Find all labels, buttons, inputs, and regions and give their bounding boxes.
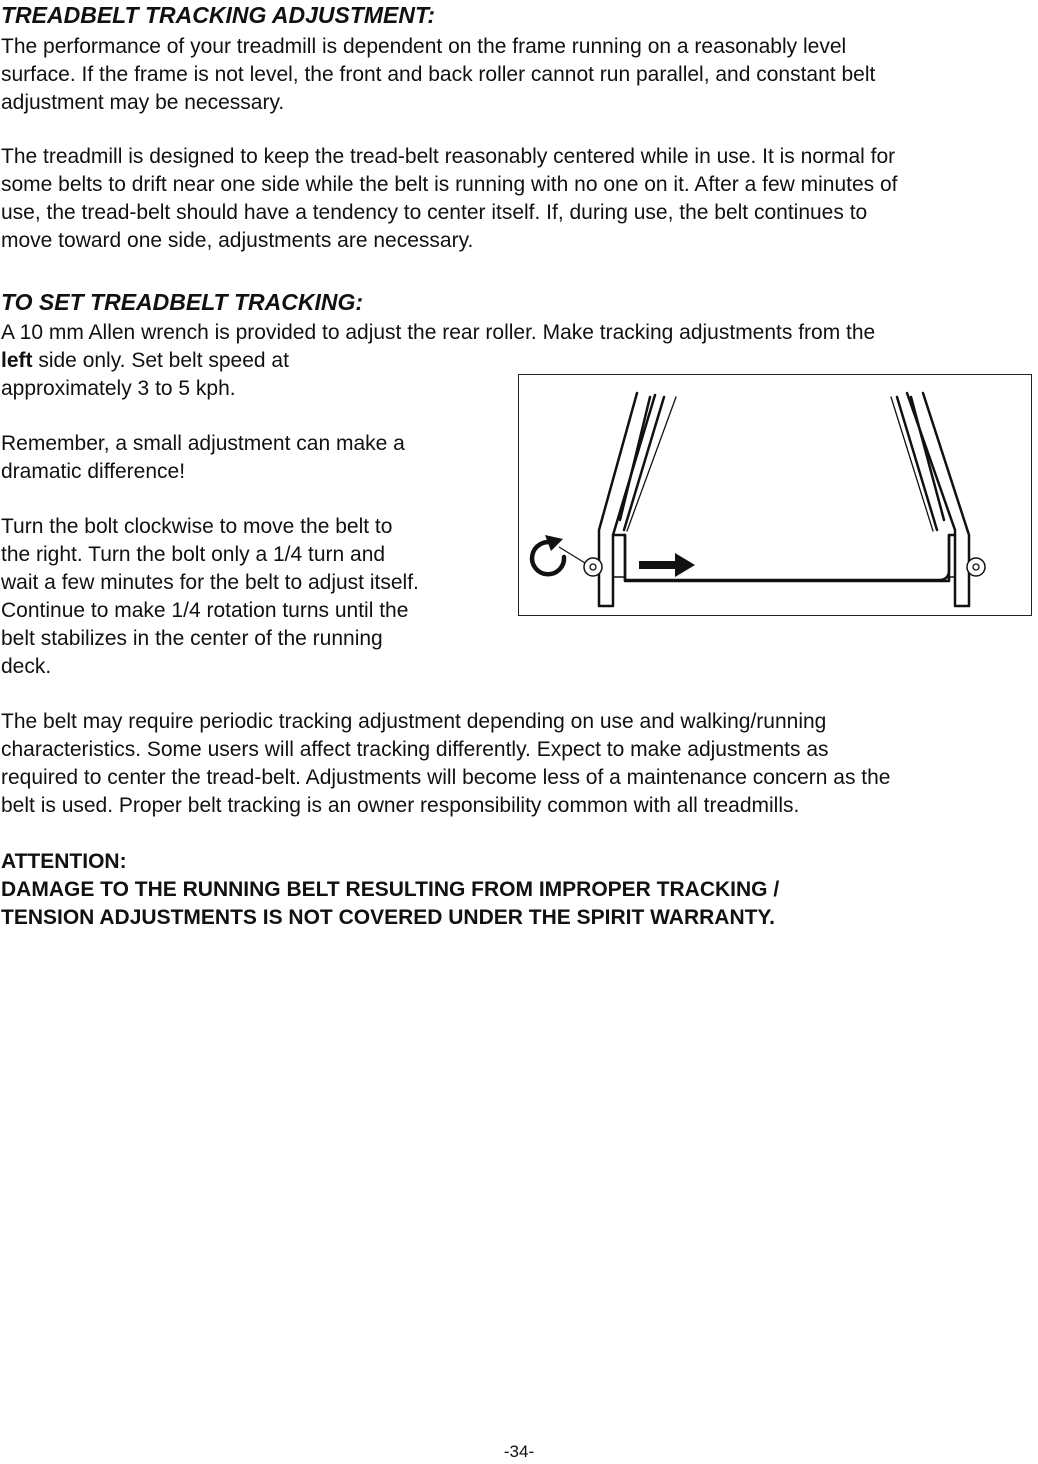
warranty-warning-line-1: DAMAGE TO THE RUNNING BELT RESULTING FROM IMPROPER TRACKING / (1, 878, 780, 901)
text-line: Turn the bolt clockwise to move the belt to (1, 515, 393, 538)
text-line: The belt may require periodic tracking adjustment depending on use and walking/running (1, 710, 827, 733)
text-line: some belts to drift near one side while the belt is running with no one on it. After a few minutes of (1, 173, 898, 196)
section-title-tracking-adjustment: TREADBELT TRACKING ADJUSTMENT: (1, 2, 435, 28)
text-line: move toward one side, adjustments are necessary. (1, 229, 474, 252)
bolt-icon (584, 558, 602, 576)
text-line: required to center the tread-belt. Adjustments will become less of a maintenance concern as the (1, 766, 891, 789)
text-line: adjustment may be necessary. (1, 91, 285, 114)
right-arrow-icon (639, 553, 695, 577)
section-title-set-tracking: TO SET TREADBELT TRACKING: (1, 289, 364, 315)
text-line: belt is used. Proper belt tracking is an owner responsibility common with all treadmills. (1, 794, 800, 817)
text-line: use, the tread-belt should have a tendency to center itself. If, during use, the belt continues to (1, 201, 868, 224)
attention-label: ATTENTION: (1, 850, 127, 873)
emphasis-left: left (1, 349, 33, 372)
text-line: surface. If the frame is not level, the front and back roller cannot run parallel, and constant belt (1, 63, 876, 86)
text-line: wait a few minutes for the belt to adjust itself. (1, 571, 419, 594)
tracking-adjustment-diagram (518, 374, 1032, 616)
text-line: A 10 mm Allen wrench is provided to adjust the rear roller. Make tracking adjustments from the (1, 321, 876, 344)
text-line (1, 347, 875, 375)
paragraph-periodic-adjustment (1, 708, 891, 820)
text-line: deck. (1, 655, 52, 678)
text-line: belt stabilizes in the center of the running (1, 627, 383, 650)
paragraph-remember (1, 430, 405, 486)
text-line: dramatic difference! (1, 460, 186, 483)
text-line: approximately 3 to 5 kph. (1, 377, 236, 400)
paragraph-turn-bolt (1, 513, 419, 681)
page-number: -34- (503, 1442, 535, 1461)
roller-cover (613, 535, 955, 581)
left-rail (599, 393, 655, 606)
text-line: the right. Turn the bolt only a 1/4 turn and (1, 543, 386, 566)
text-fragment: side only. Set belt speed at (32, 349, 289, 372)
warranty-warning-line-2: TENSION ADJUSTMENTS IS NOT COVERED UNDER THE SPIRIT WARRANTY. (1, 906, 775, 929)
paragraph-belt-centering (1, 143, 898, 255)
text-line: The performance of your treadmill is dependent on the frame running on a reasonably level (1, 35, 847, 58)
text-line: characteristics. Some users will affect tracking differently. Expect to make adjustments as (1, 738, 829, 761)
paragraph-frame-level (1, 33, 875, 117)
roller-cover-inner (625, 535, 949, 580)
text-line: The treadmill is designed to keep the tread-belt reasonably centered while in use. It is normal for (1, 145, 896, 168)
bolt-icon (967, 558, 985, 576)
clockwise-rotation-icon (532, 535, 564, 574)
text-line: Continue to make 1/4 rotation turns until the (1, 599, 409, 622)
text-line: Remember, a small adjustment can make a (1, 432, 405, 455)
treadmill-rear-diagram (519, 375, 1030, 614)
belt-right-edge (891, 397, 933, 531)
